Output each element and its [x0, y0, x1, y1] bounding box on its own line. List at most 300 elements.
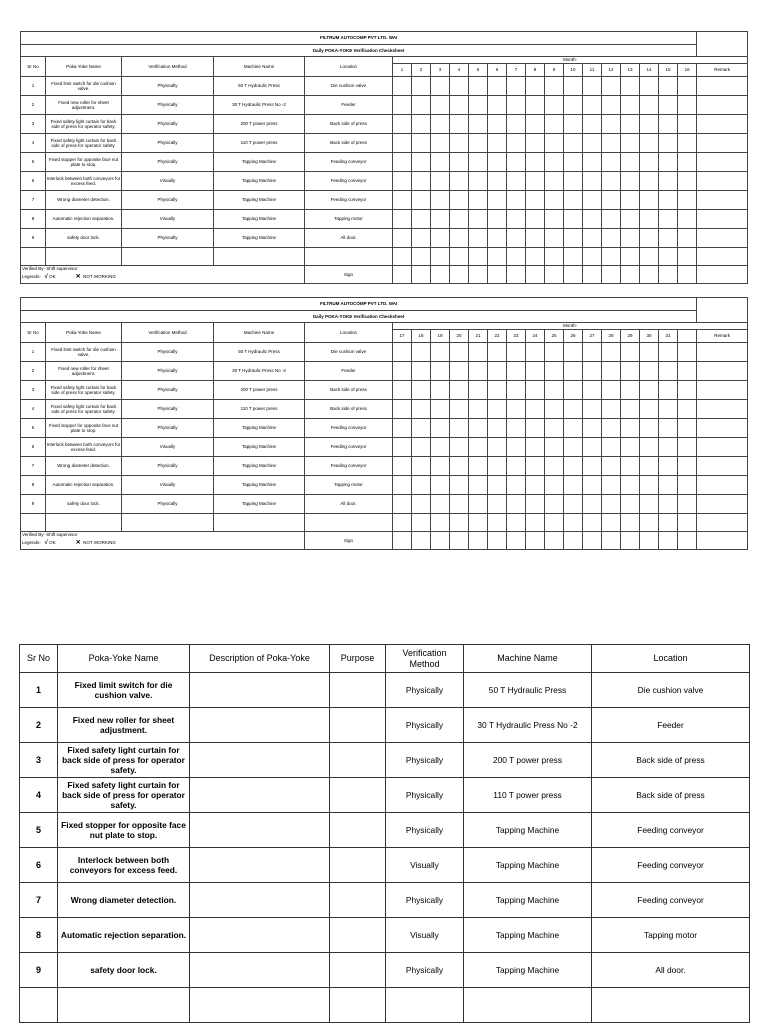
sign-cell[interactable] [602, 532, 621, 550]
empty-cell[interactable] [545, 248, 564, 266]
day-check-cell[interactable] [469, 153, 488, 172]
remark-cell[interactable] [697, 438, 748, 457]
sign-cell[interactable] [678, 266, 697, 284]
empty-cell[interactable] [678, 514, 697, 532]
day-check-cell[interactable] [564, 362, 583, 381]
day-check-cell[interactable] [469, 77, 488, 96]
day-check-cell[interactable] [469, 400, 488, 419]
day-check-cell[interactable] [545, 419, 564, 438]
big-description-cell[interactable] [190, 883, 330, 918]
day-check-cell[interactable] [526, 495, 545, 514]
sign-cell[interactable] [488, 532, 507, 550]
day-check-cell[interactable] [659, 210, 678, 229]
empty-cell[interactable] [450, 514, 469, 532]
day-check-cell[interactable] [393, 476, 412, 495]
day-check-cell[interactable] [488, 343, 507, 362]
day-check-cell[interactable] [678, 343, 697, 362]
day-check-cell[interactable] [621, 77, 640, 96]
day-check-cell[interactable] [450, 343, 469, 362]
day-check-cell[interactable] [469, 438, 488, 457]
day-check-cell[interactable] [393, 229, 412, 248]
sign-cell[interactable] [621, 266, 640, 284]
day-check-cell[interactable] [393, 438, 412, 457]
empty-cell[interactable] [431, 248, 450, 266]
day-check-cell[interactable] [488, 153, 507, 172]
sign-cell[interactable] [583, 266, 602, 284]
day-check-cell[interactable] [583, 419, 602, 438]
day-check-cell[interactable] [602, 77, 621, 96]
day-check-cell[interactable] [431, 115, 450, 134]
day-check-cell[interactable] [602, 191, 621, 210]
day-check-cell[interactable] [659, 400, 678, 419]
day-check-cell[interactable] [564, 381, 583, 400]
empty-cell[interactable] [305, 248, 393, 266]
remark-cell[interactable] [697, 191, 748, 210]
day-check-cell[interactable] [469, 476, 488, 495]
day-check-cell[interactable] [393, 115, 412, 134]
empty-cell[interactable] [697, 248, 748, 266]
day-check-cell[interactable] [602, 381, 621, 400]
day-check-cell[interactable] [412, 419, 431, 438]
day-check-cell[interactable] [621, 381, 640, 400]
day-check-cell[interactable] [431, 96, 450, 115]
remark-cell[interactable] [697, 153, 748, 172]
day-check-cell[interactable] [431, 438, 450, 457]
day-check-cell[interactable] [564, 191, 583, 210]
empty-cell[interactable] [214, 248, 305, 266]
day-check-cell[interactable] [640, 362, 659, 381]
remark-cell[interactable] [697, 343, 748, 362]
day-check-cell[interactable] [469, 191, 488, 210]
sign-cell[interactable] [450, 532, 469, 550]
day-check-cell[interactable] [659, 115, 678, 134]
day-check-cell[interactable] [412, 191, 431, 210]
day-check-cell[interactable] [602, 476, 621, 495]
day-check-cell[interactable] [545, 400, 564, 419]
day-check-cell[interactable] [640, 343, 659, 362]
day-check-cell[interactable] [621, 362, 640, 381]
day-check-cell[interactable] [602, 153, 621, 172]
day-check-cell[interactable] [583, 115, 602, 134]
day-check-cell[interactable] [583, 229, 602, 248]
day-check-cell[interactable] [526, 134, 545, 153]
day-check-cell[interactable] [488, 191, 507, 210]
day-check-cell[interactable] [507, 115, 526, 134]
day-check-cell[interactable] [545, 77, 564, 96]
day-check-cell[interactable] [488, 77, 507, 96]
remark-cell[interactable] [697, 134, 748, 153]
empty-cell[interactable] [602, 248, 621, 266]
day-check-cell[interactable] [602, 343, 621, 362]
day-check-cell[interactable] [488, 457, 507, 476]
remark-cell[interactable] [697, 400, 748, 419]
remark-cell[interactable] [697, 457, 748, 476]
day-check-cell[interactable] [659, 134, 678, 153]
day-check-cell[interactable] [488, 210, 507, 229]
remark-cell[interactable] [697, 115, 748, 134]
day-check-cell[interactable] [564, 419, 583, 438]
empty-cell[interactable] [583, 248, 602, 266]
big-empty-cell[interactable] [58, 988, 190, 1023]
day-check-cell[interactable] [469, 362, 488, 381]
big-purpose-cell[interactable] [330, 778, 386, 813]
day-check-cell[interactable] [678, 495, 697, 514]
sign-cell[interactable] [431, 266, 450, 284]
day-check-cell[interactable] [583, 77, 602, 96]
day-check-cell[interactable] [640, 457, 659, 476]
day-check-cell[interactable] [393, 457, 412, 476]
day-check-cell[interactable] [393, 134, 412, 153]
day-check-cell[interactable] [545, 172, 564, 191]
day-check-cell[interactable] [545, 229, 564, 248]
day-check-cell[interactable] [564, 438, 583, 457]
day-check-cell[interactable] [393, 172, 412, 191]
empty-cell[interactable] [412, 248, 431, 266]
day-check-cell[interactable] [412, 210, 431, 229]
day-check-cell[interactable] [488, 400, 507, 419]
day-check-cell[interactable] [640, 115, 659, 134]
day-check-cell[interactable] [450, 229, 469, 248]
day-check-cell[interactable] [583, 134, 602, 153]
remark-cell[interactable] [697, 476, 748, 495]
day-check-cell[interactable] [583, 495, 602, 514]
day-check-cell[interactable] [659, 96, 678, 115]
day-check-cell[interactable] [564, 495, 583, 514]
day-check-cell[interactable] [678, 438, 697, 457]
big-description-cell[interactable] [190, 743, 330, 778]
big-description-cell[interactable] [190, 918, 330, 953]
day-check-cell[interactable] [526, 457, 545, 476]
day-check-cell[interactable] [678, 172, 697, 191]
day-check-cell[interactable] [640, 400, 659, 419]
day-check-cell[interactable] [583, 191, 602, 210]
day-check-cell[interactable] [545, 438, 564, 457]
day-check-cell[interactable] [393, 343, 412, 362]
day-check-cell[interactable] [526, 400, 545, 419]
day-check-cell[interactable] [640, 172, 659, 191]
day-cell-empty[interactable] [678, 330, 697, 343]
day-check-cell[interactable] [412, 362, 431, 381]
day-check-cell[interactable] [450, 210, 469, 229]
day-check-cell[interactable] [507, 343, 526, 362]
empty-cell[interactable] [564, 248, 583, 266]
day-check-cell[interactable] [507, 400, 526, 419]
empty-cell[interactable] [122, 514, 214, 532]
day-check-cell[interactable] [431, 419, 450, 438]
remark-cell[interactable] [697, 172, 748, 191]
day-check-cell[interactable] [640, 438, 659, 457]
day-check-cell[interactable] [602, 400, 621, 419]
day-check-cell[interactable] [621, 134, 640, 153]
big-purpose-cell[interactable] [330, 883, 386, 918]
big-empty-cell[interactable] [190, 988, 330, 1023]
day-check-cell[interactable] [659, 362, 678, 381]
sign-cell[interactable] [507, 532, 526, 550]
day-check-cell[interactable] [488, 381, 507, 400]
day-check-cell[interactable] [621, 476, 640, 495]
remark-cell[interactable] [697, 495, 748, 514]
day-check-cell[interactable] [488, 419, 507, 438]
day-check-cell[interactable] [526, 172, 545, 191]
day-check-cell[interactable] [469, 457, 488, 476]
day-check-cell[interactable] [469, 115, 488, 134]
day-check-cell[interactable] [640, 495, 659, 514]
day-check-cell[interactable] [526, 210, 545, 229]
day-check-cell[interactable] [450, 362, 469, 381]
sign-cell[interactable] [393, 266, 412, 284]
day-check-cell[interactable] [640, 153, 659, 172]
day-check-cell[interactable] [678, 457, 697, 476]
day-check-cell[interactable] [659, 77, 678, 96]
day-check-cell[interactable] [621, 229, 640, 248]
sign-cell[interactable] [583, 532, 602, 550]
empty-cell[interactable] [469, 514, 488, 532]
day-check-cell[interactable] [412, 115, 431, 134]
empty-cell[interactable] [46, 514, 122, 532]
day-check-cell[interactable] [450, 419, 469, 438]
day-check-cell[interactable] [507, 134, 526, 153]
sign-cell[interactable] [488, 266, 507, 284]
day-check-cell[interactable] [393, 495, 412, 514]
big-description-cell[interactable] [190, 953, 330, 988]
empty-cell[interactable] [640, 514, 659, 532]
big-empty-cell[interactable] [464, 988, 592, 1023]
day-check-cell[interactable] [393, 210, 412, 229]
empty-cell[interactable] [545, 514, 564, 532]
sign-remark-cell[interactable] [697, 266, 748, 284]
day-check-cell[interactable] [621, 438, 640, 457]
day-check-cell[interactable] [526, 476, 545, 495]
day-check-cell[interactable] [583, 343, 602, 362]
empty-cell[interactable] [214, 514, 305, 532]
day-check-cell[interactable] [412, 438, 431, 457]
sign-cell[interactable] [412, 266, 431, 284]
day-check-cell[interactable] [621, 495, 640, 514]
day-check-cell[interactable] [583, 476, 602, 495]
empty-cell[interactable] [488, 514, 507, 532]
day-check-cell[interactable] [602, 495, 621, 514]
day-check-cell[interactable] [450, 115, 469, 134]
day-check-cell[interactable] [526, 115, 545, 134]
sign-cell[interactable] [469, 266, 488, 284]
day-check-cell[interactable] [583, 153, 602, 172]
day-check-cell[interactable] [393, 77, 412, 96]
day-check-cell[interactable] [659, 172, 678, 191]
day-check-cell[interactable] [526, 362, 545, 381]
day-check-cell[interactable] [450, 381, 469, 400]
day-check-cell[interactable] [621, 419, 640, 438]
sign-cell[interactable] [412, 532, 431, 550]
day-check-cell[interactable] [602, 438, 621, 457]
day-check-cell[interactable] [545, 343, 564, 362]
day-check-cell[interactable] [564, 172, 583, 191]
day-check-cell[interactable] [469, 343, 488, 362]
day-check-cell[interactable] [678, 419, 697, 438]
day-check-cell[interactable] [621, 191, 640, 210]
day-check-cell[interactable] [526, 381, 545, 400]
day-check-cell[interactable] [659, 438, 678, 457]
day-check-cell[interactable] [488, 229, 507, 248]
day-check-cell[interactable] [564, 134, 583, 153]
empty-cell[interactable] [526, 514, 545, 532]
day-check-cell[interactable] [640, 210, 659, 229]
day-check-cell[interactable] [659, 343, 678, 362]
day-check-cell[interactable] [602, 134, 621, 153]
empty-cell[interactable] [602, 514, 621, 532]
big-description-cell[interactable] [190, 813, 330, 848]
day-check-cell[interactable] [431, 343, 450, 362]
empty-cell[interactable] [507, 514, 526, 532]
day-check-cell[interactable] [659, 191, 678, 210]
remark-cell[interactable] [697, 419, 748, 438]
remark-cell[interactable] [697, 77, 748, 96]
sign-cell[interactable] [507, 266, 526, 284]
day-check-cell[interactable] [602, 172, 621, 191]
day-check-cell[interactable] [450, 495, 469, 514]
sign-cell[interactable] [659, 266, 678, 284]
day-check-cell[interactable] [412, 134, 431, 153]
day-check-cell[interactable] [621, 210, 640, 229]
day-check-cell[interactable] [640, 419, 659, 438]
day-check-cell[interactable] [450, 476, 469, 495]
big-purpose-cell[interactable] [330, 918, 386, 953]
day-check-cell[interactable] [564, 210, 583, 229]
remark-cell[interactable] [697, 381, 748, 400]
day-check-cell[interactable] [564, 400, 583, 419]
day-check-cell[interactable] [412, 229, 431, 248]
empty-cell[interactable] [393, 514, 412, 532]
day-check-cell[interactable] [564, 343, 583, 362]
empty-cell[interactable] [305, 514, 393, 532]
day-check-cell[interactable] [526, 96, 545, 115]
empty-cell[interactable] [621, 514, 640, 532]
day-check-cell[interactable] [488, 172, 507, 191]
day-check-cell[interactable] [488, 362, 507, 381]
day-check-cell[interactable] [507, 153, 526, 172]
empty-cell[interactable] [564, 514, 583, 532]
day-check-cell[interactable] [507, 476, 526, 495]
day-check-cell[interactable] [412, 172, 431, 191]
sign-cell[interactable] [545, 266, 564, 284]
day-check-cell[interactable] [583, 438, 602, 457]
day-check-cell[interactable] [450, 400, 469, 419]
day-check-cell[interactable] [640, 191, 659, 210]
day-check-cell[interactable] [412, 153, 431, 172]
empty-cell[interactable] [450, 248, 469, 266]
day-check-cell[interactable] [678, 381, 697, 400]
day-check-cell[interactable] [659, 381, 678, 400]
day-check-cell[interactable] [507, 172, 526, 191]
day-check-cell[interactable] [469, 96, 488, 115]
empty-cell[interactable] [659, 248, 678, 266]
day-check-cell[interactable] [602, 419, 621, 438]
empty-cell[interactable] [488, 248, 507, 266]
day-check-cell[interactable] [545, 495, 564, 514]
day-check-cell[interactable] [564, 229, 583, 248]
day-check-cell[interactable] [507, 381, 526, 400]
day-check-cell[interactable] [393, 153, 412, 172]
empty-cell[interactable] [21, 248, 46, 266]
day-check-cell[interactable] [431, 210, 450, 229]
day-check-cell[interactable] [431, 457, 450, 476]
day-check-cell[interactable] [526, 153, 545, 172]
day-check-cell[interactable] [678, 400, 697, 419]
big-purpose-cell[interactable] [330, 848, 386, 883]
remark-cell[interactable] [697, 210, 748, 229]
day-check-cell[interactable] [678, 96, 697, 115]
empty-cell[interactable] [122, 248, 214, 266]
day-check-cell[interactable] [450, 457, 469, 476]
empty-cell[interactable] [412, 514, 431, 532]
day-check-cell[interactable] [602, 362, 621, 381]
big-description-cell[interactable] [190, 673, 330, 708]
day-check-cell[interactable] [393, 362, 412, 381]
day-check-cell[interactable] [583, 400, 602, 419]
sign-cell[interactable] [526, 532, 545, 550]
sign-cell[interactable] [602, 266, 621, 284]
day-check-cell[interactable] [659, 495, 678, 514]
day-check-cell[interactable] [507, 77, 526, 96]
sign-cell[interactable] [469, 532, 488, 550]
day-check-cell[interactable] [564, 153, 583, 172]
day-check-cell[interactable] [621, 115, 640, 134]
day-check-cell[interactable] [526, 438, 545, 457]
sign-cell[interactable] [659, 532, 678, 550]
day-check-cell[interactable] [545, 153, 564, 172]
day-check-cell[interactable] [393, 419, 412, 438]
day-check-cell[interactable] [488, 115, 507, 134]
day-check-cell[interactable] [507, 210, 526, 229]
day-check-cell[interactable] [659, 419, 678, 438]
day-check-cell[interactable] [621, 400, 640, 419]
day-check-cell[interactable] [431, 495, 450, 514]
day-check-cell[interactable] [488, 134, 507, 153]
day-check-cell[interactable] [488, 476, 507, 495]
day-check-cell[interactable] [545, 457, 564, 476]
empty-cell[interactable] [21, 514, 46, 532]
empty-cell[interactable] [431, 514, 450, 532]
day-check-cell[interactable] [545, 191, 564, 210]
day-check-cell[interactable] [621, 96, 640, 115]
day-check-cell[interactable] [431, 476, 450, 495]
day-check-cell[interactable] [450, 438, 469, 457]
day-check-cell[interactable] [526, 229, 545, 248]
day-check-cell[interactable] [602, 96, 621, 115]
day-check-cell[interactable] [640, 229, 659, 248]
day-check-cell[interactable] [526, 77, 545, 96]
day-check-cell[interactable] [393, 191, 412, 210]
sign-cell[interactable] [621, 532, 640, 550]
day-check-cell[interactable] [469, 210, 488, 229]
day-check-cell[interactable] [545, 362, 564, 381]
day-check-cell[interactable] [431, 362, 450, 381]
day-check-cell[interactable] [469, 229, 488, 248]
day-check-cell[interactable] [507, 438, 526, 457]
day-check-cell[interactable] [507, 191, 526, 210]
day-check-cell[interactable] [450, 191, 469, 210]
day-check-cell[interactable] [450, 134, 469, 153]
big-description-cell[interactable] [190, 708, 330, 743]
empty-cell[interactable] [621, 248, 640, 266]
day-check-cell[interactable] [659, 476, 678, 495]
big-empty-cell[interactable] [330, 988, 386, 1023]
day-check-cell[interactable] [545, 96, 564, 115]
day-check-cell[interactable] [393, 381, 412, 400]
empty-cell[interactable] [697, 514, 748, 532]
day-check-cell[interactable] [621, 153, 640, 172]
day-check-cell[interactable] [583, 96, 602, 115]
big-purpose-cell[interactable] [330, 743, 386, 778]
